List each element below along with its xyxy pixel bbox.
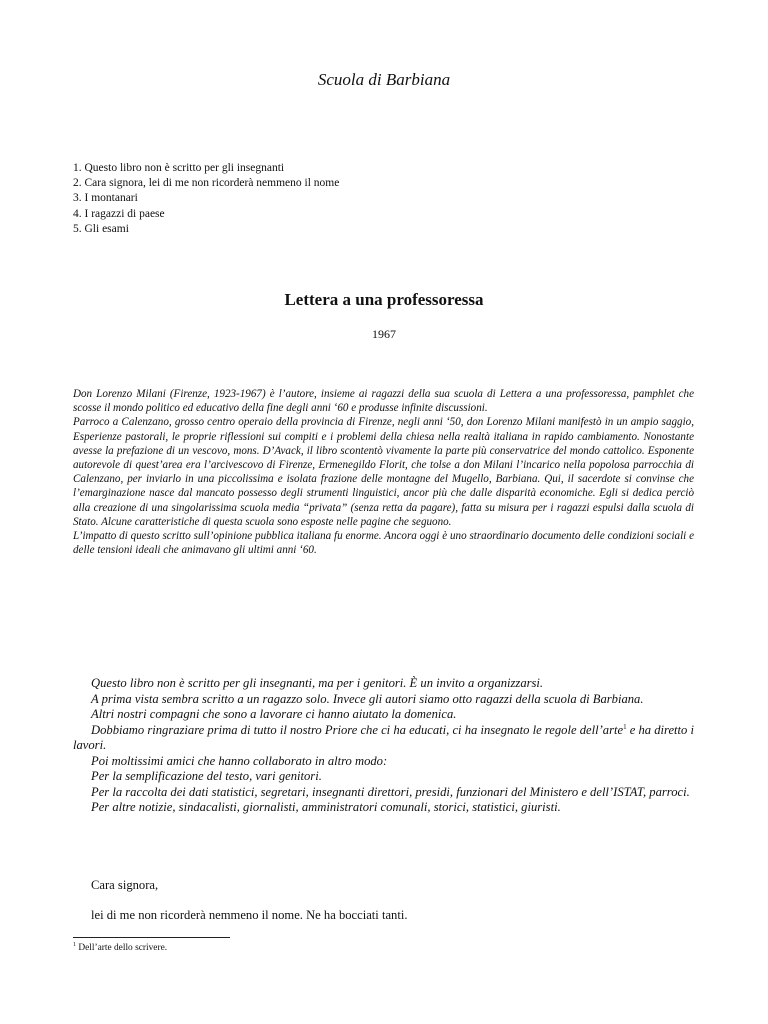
preface-paragraph: Per la semplificazione del testo, vari genitori.	[91, 769, 322, 783]
document-title: Lettera a una professoressa	[284, 290, 484, 309]
preface-text: Dobbiamo ringraziare prima di tutto il nostro Priore che ci ha educati, ci ha insegnato le regole dell’arte	[91, 722, 624, 737]
footnote-marker: 1	[73, 942, 76, 948]
preface-paragraph: Poi moltissimi amici che hanno collaborato in altro modo:	[91, 753, 388, 768]
intro-paragraph: Don Lorenzo Milani (Firenze, 1923-1967) è l’autore, insieme ai ragazzi della sua scuola di Lettera a una professoressa, pamphlet che scosse il mondo politico ed educativo della fine degli anni ‘60 e produsse infinite discussioni.	[73, 388, 694, 415]
introduction	[73, 387, 694, 557]
footnote-text: Dell’arte dello scrivere.	[76, 943, 168, 954]
preface-paragraph: Questo libro non è scritto per gli insegnanti, ma per i genitori. È un invito a organizzarsi.	[91, 676, 544, 690]
toc-item: 4. I ragazzi di paese	[73, 207, 165, 220]
preface-paragraph: Altri nostri compagni che sono a lavorare ci hanno aiutato la domenica.	[91, 707, 457, 721]
preface-paragraph	[73, 723, 694, 754]
intro-paragraph: Parroco a Calenzano, grosso centro operaio della provincia di Firenze, negli anni ‘50, don Lorenzo Milani manifestò in un ampio saggio, Esperienze pastorali, le proprie riflessioni sui compiti e i problemi della chiesa nella realtà italiana in rapido cambiamento. Nonostante avesse la prefazione di un vescovo, mons. D’Avack, il libro scontentò vivamente la parte più conservatrice del mondo cattolico. Esponente autorevole di quest’area era l’arcivescovo di Firenze, Ermenegildo Florit, che tolse a don Milani l’incarico nella popolosa parrocchia di Calenzano, per inviarlo in una piccolissima e isolata frazione delle montagne del Mugello, Barbiana. Qui, il sacerdote si convinse che l’emarginazione nasce dal mancato possesso degli strumenti linguistici, ancor più che dalle disparità economiche. Egli si dedica perciò alla creazione di una singolarissima scuola media “privata” (senza retta da pagare), fatta su misura per i ragazzi espulsi dalla scuola di Stato. Alcune caratteristiche di questa scuola sono esposte nelle pagine che seguono.	[73, 416, 694, 528]
table-of-contents	[73, 161, 339, 237]
toc-item: 3. I montanari	[73, 192, 138, 205]
preface	[73, 676, 694, 816]
toc-item: 2. Cara signora, lei di me non ricorderà nemmeno il nome	[73, 177, 340, 190]
preface-text: e ha diretto i lavori.	[73, 722, 694, 752]
toc-item: 5. Gli esami	[73, 222, 129, 235]
footnote-reference[interactable]: 1	[623, 722, 627, 731]
publication-year: 1967	[372, 327, 396, 341]
letter-salutation: Cara signora,	[91, 878, 159, 892]
preface-paragraph: Per altre notizie, sindacalisti, giornalisti, amministratori comunali, storici, statistici, giuristi.	[91, 800, 561, 814]
author-heading: Scuola di Barbiana	[317, 70, 451, 89]
intro-paragraph: L’impatto di questo scritto sull’opinione pubblica italiana fu enorme. Ancora oggi è uno straordinario documento delle condizioni sociali e delle tensioni ideali che animavano gli ultimi anni ‘60.	[73, 530, 694, 557]
toc-item: 1. Questo libro non è scritto per gli insegnanti	[73, 162, 285, 174]
preface-paragraph: Per la raccolta dei dati statistici, segretari, insegnanti direttori, presidi, funzionari del Ministero e dell’ISTAT, parroci.	[91, 784, 690, 799]
preface-paragraph: A prima vista sembra scritto a un ragazzo solo. Invece gli autori siamo otto ragazzi della scuola di Barbiana.	[91, 691, 644, 706]
letter-opening-line: lei di me non ricorderà nemmeno il nome. Ne ha bocciati tanti.	[91, 908, 408, 922]
footnote-divider	[73, 937, 230, 938]
footnote	[73, 942, 167, 953]
